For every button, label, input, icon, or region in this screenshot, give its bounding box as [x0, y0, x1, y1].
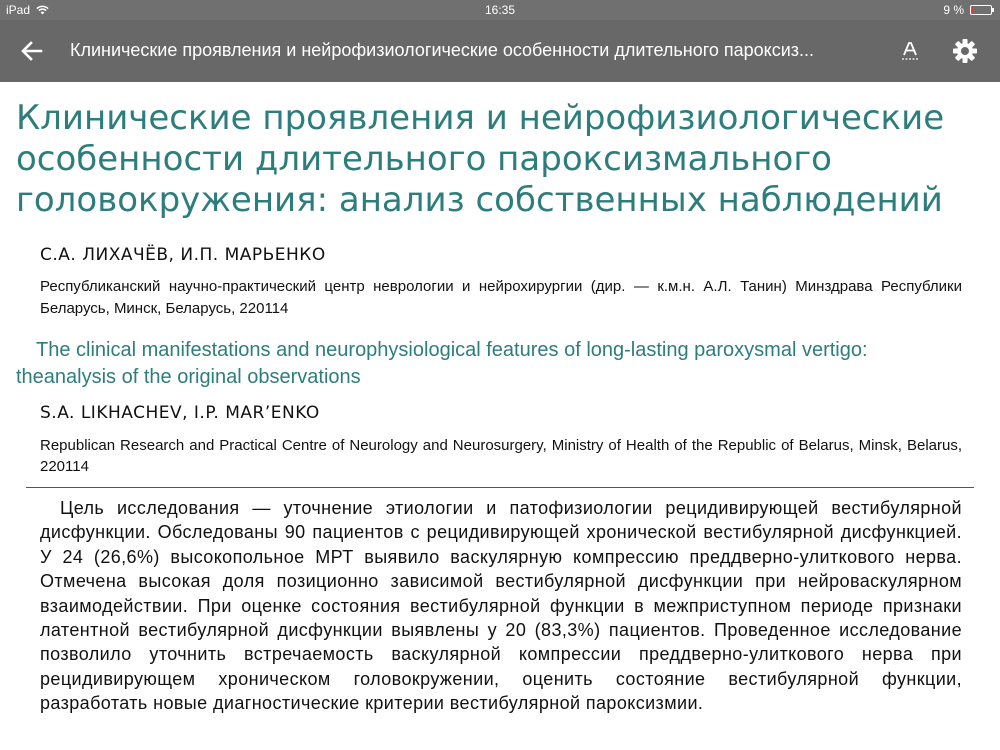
affiliation-ru: Республиканский научно-практический центр неврологии и нейрохирургии (дир. — к.м.н. А.Л. Танин) Минздрава Республики Беларусь, Минск, Беларусь, 220114: [40, 278, 962, 317]
article-title-ru: Клинические проявления и нейрофизиологические особенности длительного пароксизмального головокружения: анализ собственных наблюдений: [16, 98, 945, 220]
battery-level: [972, 7, 974, 13]
status-time: 16:35: [484, 3, 516, 17]
text-format-icon[interactable]: [899, 40, 921, 64]
app-bar-title: Клинические проявления и нейрофизиологические особенности длительного пароксиз...: [70, 40, 815, 60]
affiliation-en: Republican Research and Practical Centre of Neurology and Neurosurgery, Ministry of Health of the Republic of Belarus, Minsk, Belarus, 220114: [40, 437, 962, 475]
gear-icon[interactable]: [950, 36, 980, 66]
section-divider: [26, 487, 974, 488]
battery-percent: 9 %: [943, 3, 964, 17]
status-bar: [0, 0, 1000, 20]
app-bar: [0, 20, 1000, 82]
battery-icon: [970, 5, 992, 15]
device-name: iPad: [6, 3, 31, 17]
back-arrow-icon[interactable]: [18, 37, 46, 65]
article-content[interactable]: [0, 82, 1000, 750]
status-right: [943, 3, 992, 17]
authors-en: S.A. LIKHACHEV, I.P. MAR’ENKO: [40, 403, 320, 423]
article-title-en: The clinical manifestations and neurophysiological features of long-lasting paroxysmal vertigo: theanalysis of the original observations: [16, 339, 868, 388]
authors-ru: С.А. ЛИХАЧЁВ, И.П. МАРЬЕНКО: [40, 245, 326, 265]
abstract-text: Цель исследования — уточнение этиологии и патофизиологии рецидивирующей вестибулярной дисфункции. Обследованы 90 пациентов с рецидивирующей хронической вестибулярной дисфункцией. У 24 (26,6%) высокопольное МРТ выявило васкулярную компрессию преддверно-улиткового нерва. Отмечена высокая доля позиционно зависимой вестибулярной дисфункции при нейроваскулярном взаимодействии. При оценке состояния вестибулярной функции в межприступном периоде признаки латентной вестибулярной дисфункции выявлены у 20 (83,3%) пациентов. Проведенное исследование позволило уточнить встречаемость васкулярной компрессии преддверно-улиткового нерва при рецидивирующем хроническом головокружении, оценить состояние вестибулярной функции, разработать новые диагностические критерии вестибулярной пароксизмии.: [40, 498, 962, 714]
